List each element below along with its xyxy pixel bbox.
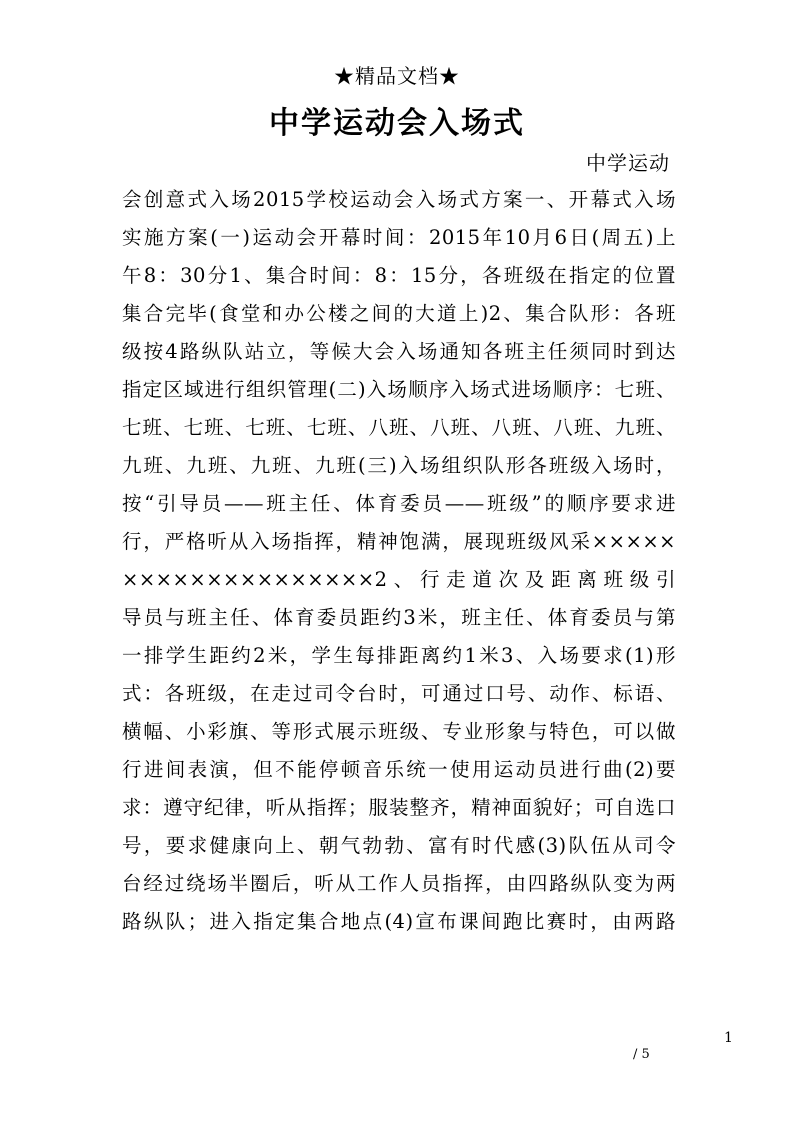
body-line: 一排学生距约2米，学生每排距离约1米3、入场要求(1)形	[122, 644, 676, 667]
body-line: 九班、九班、九班、九班(三)入场组织队形各班级入场时，	[122, 454, 676, 477]
body-line: 台经过绕场半圈后，听从工作人员指挥，由四路纵队变为两	[122, 872, 676, 895]
body-line: 式：各班级，在走过司令台时，可通过口号、动作、标语、	[122, 682, 676, 705]
body-line: 实施方案(一)运动会开幕时间：2015年10月6日(周五)上	[122, 226, 676, 249]
body-line: 指定区域进行组织管理(二)入场顺序入场式进场顺序：七班、	[122, 378, 676, 401]
body-line: 七班、七班、七班、七班、八班、八班、八班、八班、九班、	[122, 416, 676, 439]
body-line: 导员与班主任、体育委员距约3米，班主任、体育委员与第	[122, 606, 676, 629]
body-line: 集合完毕(食堂和办公楼之间的大道上)2、集合队形：各班	[122, 302, 676, 325]
document-title: 中学运动会入场式	[269, 106, 525, 141]
byline: 中学运动	[586, 151, 670, 175]
body-line: 行，严格听从入场指挥，精神饱满，展现班级风采×××××	[122, 530, 676, 553]
header-label: ★精品文档★	[334, 64, 460, 88]
body-line: 会创意式入场2015学校运动会入场式方案一、开幕式入场	[122, 188, 676, 211]
body-line: 级按4路纵队站立，等候大会入场通知各班主任须同时到达	[122, 340, 676, 363]
body-line: 求：遵守纪律，听从指挥；服装整齐，精神面貌好；可自选口	[122, 796, 676, 819]
page-total: / 5	[633, 1047, 650, 1062]
body-line: ×××××××××××××××2、行走道次及距离班级引	[122, 568, 676, 591]
body-line: 按“引导员——班主任、体育委员——班级”的顺序要求进	[122, 492, 676, 515]
page-number: 1	[724, 1030, 733, 1046]
body-text	[122, 181, 676, 941]
body-line: 午8：30分1、集合时间：8：15分，各班级在指定的位置	[122, 264, 676, 287]
body-line: 路纵队；进入指定集合地点(4)宣布课间跑比赛时，由两路	[122, 910, 676, 933]
body-line: 号，要求健康向上、朝气勃勃、富有时代感(3)队伍从司令	[122, 834, 676, 857]
body-line: 横幅、小彩旗、等形式展示班级、专业形象与特色，可以做	[122, 720, 676, 743]
body-line: 行进间表演，但不能停顿音乐统一使用运动员进行曲(2)要	[122, 758, 676, 781]
